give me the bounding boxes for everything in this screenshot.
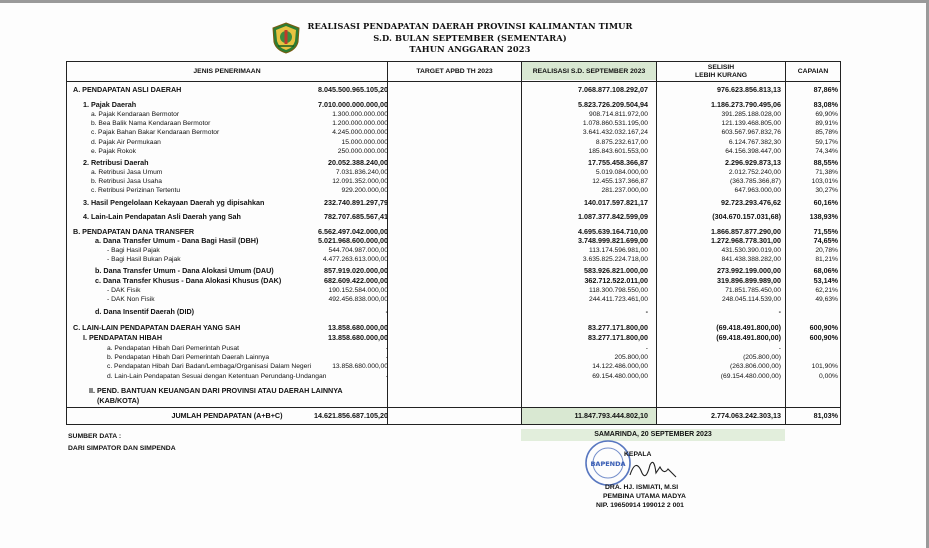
row-realisasi: 205.800,00 <box>614 354 648 361</box>
report-fiscal-year: TAHUN ANGGARAN 2023 <box>409 44 531 54</box>
row-label: 3. Hasil Pengelolaan Kekayaan Daerah yg dipisahkan <box>83 198 265 207</box>
row-capaian: 600,90% <box>809 333 838 342</box>
column-header-selisih-line2: LEBIH KURANG <box>694 72 748 79</box>
column-header-capaian: CAPAIAN <box>797 68 829 75</box>
row-target: 20.052.388.240,00 <box>328 158 388 167</box>
row-capaian: 68,06% <box>813 266 838 275</box>
row-capaian: 85,78% <box>815 129 838 136</box>
row-capaian: 101,90% <box>811 363 838 370</box>
row-label: e. Pajak Rokok <box>91 148 136 155</box>
row-label: c. Pajak Bahan Bakar Kendaraan Bermotor <box>91 129 220 136</box>
row-target: 13.858.680.000,00 <box>328 333 388 342</box>
row-realisasi: 5.823.726.209.504,94 <box>578 100 648 109</box>
row-capaian: 81,21% <box>815 256 838 263</box>
row-label: (KAB/KOTA) <box>97 396 140 405</box>
total-target: 14.621.856.687.105,20 <box>314 411 388 420</box>
row-realisasi: 3.641.432.032.167,24 <box>582 129 648 136</box>
signature-date: SAMARINDA, 20 SEPTEMBER 2023 <box>521 429 785 441</box>
row-label: 1. Pajak Daerah <box>83 100 137 109</box>
row-target: 5.021.968.600.000,00 <box>318 236 388 245</box>
stamp-text: BAPENDA <box>590 460 626 468</box>
row-label: a. Retribusi Jasa Umum <box>91 169 163 176</box>
row-label: c. Pendapatan Hibah Dari Badan/Lembaga/Organisasi Dalam Negeri <box>107 363 312 370</box>
row-capaian: 74,34% <box>815 148 838 155</box>
row-realisasi: 69.154.480.000,00 <box>592 373 648 380</box>
row-target: 250.000.000.000 <box>337 148 388 155</box>
row-target: 544.704.987.000,00 <box>328 247 388 254</box>
row-selisih: (263.806.000,00) <box>730 363 781 370</box>
table-row <box>67 286 840 295</box>
row-target: 15.000.000.000 <box>341 139 388 146</box>
table-row <box>67 186 840 195</box>
row-selisih: 841.438.388.282,00 <box>721 256 781 263</box>
row-label: 2. Retribusi Daerah <box>83 158 149 167</box>
source-label: SUMBER DATA : <box>68 433 122 440</box>
row-selisih: 1.186.273.790.495,06 <box>711 100 781 109</box>
row-label: 4. Lain-Lain Pendapatan Asli Daerah yang Sah <box>83 212 241 221</box>
row-realisasi: 362.712.522.011,00 <box>584 276 648 285</box>
row-label: c. Dana Transfer Khusus - Dana Alokasi Khusus (DAK) <box>95 276 282 285</box>
row-label: - Bagi Hasil Bukan Pajak <box>107 256 181 263</box>
row-target: 8.045.500.965.105,20 <box>318 85 388 94</box>
row-capaian: 59,17% <box>815 139 838 146</box>
signatory-nip: NIP. 19650914 199012 2 001 <box>596 502 684 509</box>
signatory-name: DRA. HJ. ISMIATI, M.SI <box>605 484 679 491</box>
table-row <box>67 266 840 275</box>
row-capaian: 0,00% <box>819 373 838 380</box>
row-capaian: 30,27% <box>815 187 838 194</box>
row-selisih: 391.285.188.028,00 <box>721 111 781 118</box>
row-selisih: (205.800,00) <box>743 354 781 361</box>
row-selisih: 647.963.000,00 <box>734 187 781 194</box>
row-label: I. PENDAPATAN HIBAH <box>83 333 163 342</box>
row-target: 12.091.352.000,00 <box>332 178 388 185</box>
row-target: - <box>385 373 388 380</box>
column-header-selisih-line1: SELISIH <box>707 64 735 71</box>
row-label: b. Pendapatan Hibah Dari Pemerintah Daerah Lainnya <box>107 354 270 361</box>
report-header <box>300 21 640 56</box>
row-realisasi: 7.068.877.108.292,07 <box>578 85 648 94</box>
table-row <box>67 236 840 245</box>
row-realisasi: 244.411.723.461,00 <box>588 296 648 303</box>
table-row <box>67 85 840 94</box>
row-selisih: (69.154.480.000,00) <box>720 373 781 380</box>
row-selisih: 273.992.199.000,00 <box>717 266 781 275</box>
row-label: b. Bea Balik Nama Kendaraan Bermotor <box>91 120 211 127</box>
total-rule <box>66 407 841 408</box>
row-target: 4.245.000.000.000 <box>332 129 388 136</box>
row-capaian: 60,16% <box>813 198 838 207</box>
row-realisasi: 17.755.458.366,87 <box>588 158 648 167</box>
row-target: 1.200.000.000.000 <box>332 120 388 127</box>
total-capaian: 81,03% <box>813 411 838 420</box>
row-realisasi: 140.017.597.821,17 <box>584 198 648 207</box>
signatory-role: KEPALA <box>624 451 652 458</box>
table-row <box>67 307 840 316</box>
table-row <box>67 100 840 109</box>
window-top-border <box>0 0 929 3</box>
table-row <box>67 128 840 137</box>
row-label: - DAK Non Fisik <box>107 296 155 303</box>
signatory-rank: PEMBINA UTAMA MADYA <box>603 493 686 500</box>
table-row <box>67 362 840 371</box>
row-selisih: 2.012.752.240,00 <box>728 169 781 176</box>
row-realisasi: 281.237.000,00 <box>601 187 648 194</box>
table-row <box>67 276 840 285</box>
row-capaian: 74,65% <box>813 236 838 245</box>
row-selisih: 64.156.398.447,00 <box>725 148 781 155</box>
row-target: - <box>385 354 388 361</box>
table-row <box>67 344 840 353</box>
table-row <box>67 227 840 236</box>
row-realisasi: 83.277.171.800,00 <box>588 333 648 342</box>
row-capaian: 138,93% <box>809 212 838 221</box>
row-realisasi: 4.695.639.164.710,00 <box>578 227 648 236</box>
row-label: A. PENDAPATAN ASLI DAERAH <box>73 85 182 94</box>
row-label: C. LAIN-LAIN PENDAPATAN DAERAH YANG SAH <box>73 323 241 332</box>
row-label: - DAK Fisik <box>107 287 141 294</box>
row-realisasi: 83.277.171.800,00 <box>588 323 648 332</box>
row-target: 13.858.680.000,00 <box>328 323 388 332</box>
row-selisih: 603.567.967.832,76 <box>721 129 781 136</box>
row-realisasi: 583.926.821.000,00 <box>584 266 648 275</box>
row-selisih: - <box>778 307 781 316</box>
row-capaian: 69,90% <box>815 111 838 118</box>
table-row <box>67 110 840 119</box>
row-capaian: 103,01% <box>811 178 838 185</box>
report-title: REALISASI PENDAPATAN DAERAH PROVINSI KALIMANTAN TIMUR <box>307 21 633 31</box>
row-selisih: - <box>778 345 781 352</box>
row-target: 6.562.497.042.000,00 <box>318 227 388 236</box>
row-target: 782.707.685.567,41 <box>324 212 388 221</box>
table-row <box>67 323 840 332</box>
table-row <box>67 177 840 186</box>
row-target: 232.740.891.297,79 <box>324 198 388 207</box>
row-capaian: 62,21% <box>815 287 838 294</box>
row-capaian: 83,08% <box>813 100 838 109</box>
row-target: 4.477.263.613.000,00 <box>322 256 388 263</box>
row-selisih: 431.530.390.019,00 <box>721 247 781 254</box>
header-rule <box>66 81 841 82</box>
table-row <box>67 353 840 362</box>
row-label: - Bagi Hasil Pajak <box>107 247 160 254</box>
report-period: S.D. BULAN SEPTEMBER (SEMENTARA) <box>373 32 567 43</box>
row-selisih: 6.124.767.382,30 <box>728 139 781 146</box>
row-selisih: (363.785.366,87) <box>730 178 781 185</box>
row-selisih: 71.851.785.450,00 <box>725 287 781 294</box>
row-label: d. Lain-Lain Pendapatan Sesuai dengan Ketentuan Perundang-Undangan <box>107 373 327 380</box>
row-capaian: 53,14% <box>813 276 838 285</box>
table-row <box>67 138 840 147</box>
row-target: 857.919.020.000,00 <box>324 266 388 275</box>
row-capaian: 600,90% <box>809 323 838 332</box>
row-label: B. PENDAPATAN DANA TRANSFER <box>73 227 195 236</box>
row-selisih: 121.139.468.805,00 <box>721 120 781 127</box>
total-label: JUMLAH PENDAPATAN (A+B+C) <box>171 411 283 420</box>
column-header-target: TARGET APBD TH 2023 <box>416 68 493 75</box>
row-capaian: 71,38% <box>815 169 838 176</box>
row-label: a. Pajak Kendaraan Bermotor <box>91 111 180 118</box>
source-value: DARI SIMPATOR DAN SIMPENDA <box>68 445 176 452</box>
row-realisasi: 185.843.601.553,00 <box>588 148 648 155</box>
table-row <box>67 246 840 255</box>
handwritten-signature <box>626 455 686 483</box>
row-capaian: 71,55% <box>813 227 838 236</box>
row-target: 13.858.680.000,00 <box>332 363 388 370</box>
row-capaian: 49,63% <box>815 296 838 303</box>
table-row <box>67 386 840 395</box>
row-label: a. Pendapatan Hibah Dari Pemerintah Pusat <box>107 345 239 352</box>
row-selisih: 319.896.899.989,00 <box>717 276 781 285</box>
row-label: d. Dana Insentif Daerah (DID) <box>95 307 195 316</box>
table-row <box>67 295 840 304</box>
row-label: b. Retribusi Jasa Usaha <box>91 178 162 185</box>
row-realisasi: 1.078.860.531.195,00 <box>582 120 648 127</box>
row-realisasi: 3.748.999.821.699,00 <box>578 236 648 245</box>
column-header-jenis: JENIS PENERIMAAN <box>193 68 261 75</box>
row-selisih: 92.723.293.476,62 <box>721 198 781 207</box>
row-selisih: (69.418.491.800,00) <box>716 323 781 332</box>
total-row <box>67 411 840 420</box>
row-selisih: 1.272.968.778.301,00 <box>711 236 781 245</box>
row-realisasi: - <box>645 345 648 352</box>
row-realisasi: 908.714.811.972,00 <box>588 111 648 118</box>
row-realisasi: 1.087.377.842.599,09 <box>578 212 648 221</box>
total-selisih: 2.774.063.242.303,13 <box>711 411 781 420</box>
row-realisasi: 12.455.137.366,87 <box>592 178 648 185</box>
column-header-realisasi: REALISASI S.D. SEPTEMBER 2023 <box>532 68 646 75</box>
row-label: c. Retribusi Perizinan Tertentu <box>91 187 181 194</box>
row-selisih: (304.670.157.031,68) <box>712 212 781 221</box>
table-row <box>67 158 840 167</box>
row-selisih: (69.418.491.800,00) <box>716 333 781 342</box>
row-target: 929.200.000,00 <box>341 187 388 194</box>
row-target: 7.031.836.240,00 <box>335 169 388 176</box>
row-selisih: 248.045.114.539,00 <box>721 296 781 303</box>
row-realisasi: 118.300.798.550,00 <box>588 287 648 294</box>
row-label: a. Dana Transfer Umum - Dana Bagi Hasil (DBH) <box>95 236 259 245</box>
row-capaian: 88,55% <box>813 158 838 167</box>
row-target: 682.609.422.000,00 <box>324 276 388 285</box>
row-capaian: 20,78% <box>815 247 838 254</box>
row-realisasi: 8.875.232.617,00 <box>595 139 648 146</box>
table-row <box>67 372 840 381</box>
row-target: 492.456.838.000,00 <box>328 296 388 303</box>
column-header-selisih <box>657 64 785 80</box>
table-row <box>67 168 840 177</box>
table-row <box>67 396 840 405</box>
row-target: 190.152.584.000,00 <box>328 287 388 294</box>
table-row <box>67 333 840 342</box>
provincial-emblem-logo <box>272 22 300 54</box>
row-capaian: 89,91% <box>815 120 838 127</box>
row-realisasi: 113.174.596.981,00 <box>588 247 648 254</box>
row-target: 7.010.000.000.000,00 <box>318 100 388 109</box>
row-capaian: 87,86% <box>813 85 838 94</box>
table-row <box>67 119 840 128</box>
table-row <box>67 255 840 264</box>
row-target: - <box>385 307 388 316</box>
row-selisih: 1.866.857.877.290,00 <box>711 227 781 236</box>
row-target: 1.300.000.000.000 <box>332 111 388 118</box>
row-selisih: 976.623.856.813,13 <box>717 85 781 94</box>
row-label: II. PEND. BANTUAN KEUANGAN DARI PROVINSI ATAU DAERAH LAINNYA <box>89 386 343 395</box>
row-label: b. Dana Transfer Umum - Dana Alokasi Umum (DAU) <box>95 266 274 275</box>
row-realisasi: 3.635.825.224.718,00 <box>582 256 648 263</box>
total-realisasi: 11.847.793.444.802,10 <box>574 411 648 420</box>
row-target: - <box>385 345 388 352</box>
row-realisasi: 5.019.084.000,00 <box>595 169 648 176</box>
table-row <box>67 198 840 207</box>
row-selisih: 2.296.929.873,13 <box>725 158 781 167</box>
table-row <box>67 147 840 156</box>
table-row <box>67 212 840 221</box>
row-label: d. Pajak Air Permukaan <box>91 139 161 146</box>
row-realisasi: - <box>645 307 648 316</box>
row-realisasi: 14.122.486.000,00 <box>592 363 648 370</box>
